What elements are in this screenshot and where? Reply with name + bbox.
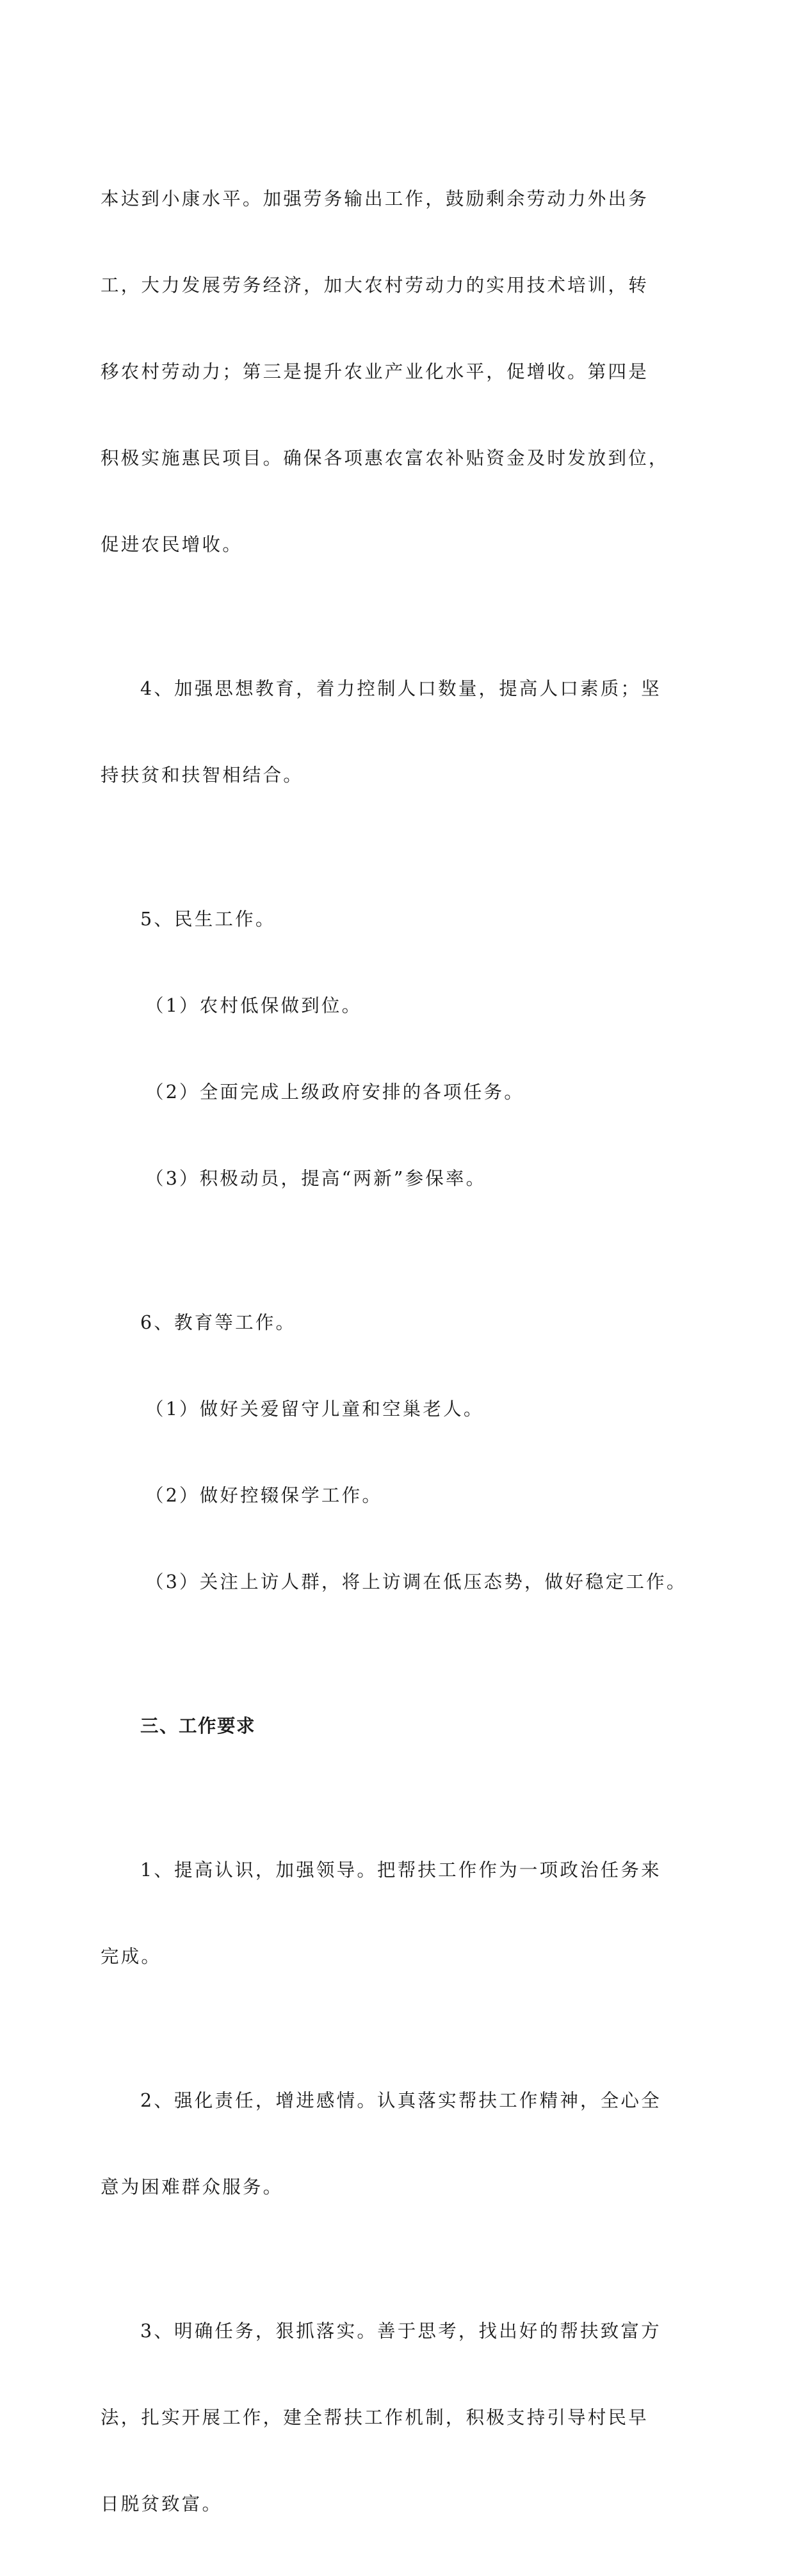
- text-line: 意为困难群众服务。: [101, 2176, 284, 2198]
- text-line: 促进农民增收。: [101, 534, 243, 555]
- text-line: 工，大力发展劳务经济，加大农村劳动力的实用技术培训，转: [101, 275, 649, 296]
- list-item: （3）关注上访人群，将上访调在低压态势，做好稳定工作。: [145, 1571, 687, 1592]
- text-line: 本达到小康水平。加强劳务输出工作，鼓励剩余劳动力外出务: [101, 188, 649, 209]
- text-line: 6、教育等工作。: [140, 1312, 296, 1333]
- text-line: 法，扎实开展工作，建全帮扶工作机制，积极支持引导村民早: [101, 2407, 649, 2428]
- text-line: 4、加强思想教育，着力控制人口数量，提高人口素质；坚: [140, 678, 661, 699]
- list-item: （3）积极动员，提高“两新”参保率。: [145, 1168, 487, 1189]
- list-item: （2）做好控辍保学工作。: [145, 1485, 383, 1506]
- text-line: 日脱贫致富。: [101, 2493, 223, 2515]
- paragraph-item-6: [101, 1251, 693, 1654]
- heading-text: 三、工作要求: [140, 1715, 256, 1737]
- list-item: （2）全面完成上级政府安排的各项任务。: [145, 1081, 524, 1103]
- paragraph-item-4: [101, 617, 693, 847]
- paragraph-income: [101, 127, 693, 617]
- document-body: [101, 127, 693, 2576]
- paragraph-requirement-1: [101, 1798, 693, 2029]
- paragraph-requirement-3: [101, 2259, 693, 2576]
- text-line: 2、强化责任，增进感情。认真落实帮扶工作精神，全心全: [140, 2090, 661, 2111]
- text-line: 积极实施惠民项目。确保各项惠农富农补贴资金及时发放到位，: [101, 448, 669, 469]
- text-line: 持扶贫和扶智相结合。: [101, 765, 304, 786]
- text-line: 完成。: [101, 1946, 162, 1967]
- text-line: 1、提高认识，加强领导。把帮扶工作作为一项政治任务来: [140, 1859, 661, 1881]
- text-line: 3、明确任务，狠抓落实。善于思考，找出好的帮扶致富方: [140, 2321, 661, 2342]
- section-heading: [101, 1654, 693, 1798]
- list-item: （1）农村低保做到位。: [145, 995, 362, 1016]
- text-line: 5、民生工作。: [140, 909, 276, 930]
- paragraph-item-5: [101, 847, 693, 1251]
- paragraph-requirement-2: [101, 2029, 693, 2259]
- text-line: 移农村劳动力；第三是提升农业产业化水平，促增收。第四是: [101, 361, 649, 382]
- list-item: （1）做好关爱留守儿童和空巢老人。: [145, 1398, 484, 1420]
